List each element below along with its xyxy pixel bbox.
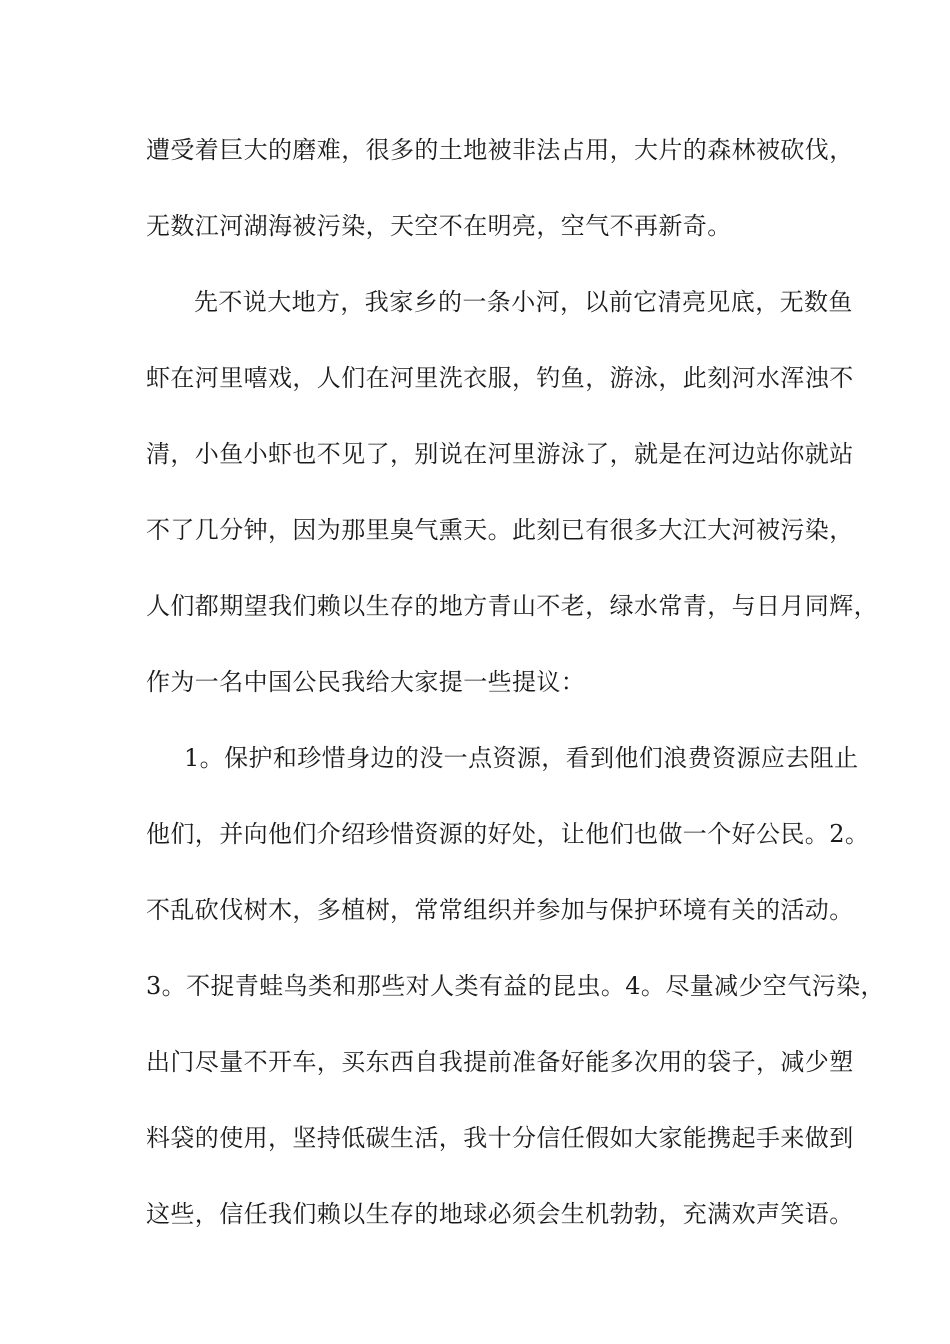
text-line: 作为一名中国公民我给大家提一些提议：: [146, 668, 586, 696]
text-line: 不乱砍伐树木，多植树，常常组织并参加与保护环境有关的活动。: [146, 896, 854, 924]
text-line: 出门尽量不开车，买东西自我提前准备好能多次用的袋子，减少塑: [146, 1048, 854, 1076]
text-line: 料袋的使用，坚持低碳生活，我十分信任假如大家能携起手来做到: [146, 1124, 854, 1152]
paragraph-start-line: 先不说大地方，我家乡的一条小河，以前它清亮见底，无数鱼: [194, 288, 853, 316]
text-line: 3。不捉青蛙鸟类和那些对人类有益的昆虫。4。尽量减少空气污染，: [146, 972, 885, 1000]
text-line: 虾在河里嘻戏，人们在河里洗衣服，钓鱼，游泳，此刻河水浑浊不: [146, 364, 854, 392]
text-line: 清，小鱼小虾也不见了，别说在河里游泳了，就是在河边站你就站: [146, 440, 854, 468]
paragraph-start-line: 1。保护和珍惜身边的没一点资源，看到他们浪费资源应去阻止: [184, 744, 859, 772]
text-line: 遭受着巨大的磨难，很多的土地被非法占用，大片的森林被砍伐，: [146, 136, 854, 164]
text-line: 他们，并向他们介绍珍惜资源的好处，让他们也做一个好公民。2。: [146, 820, 870, 848]
text-line: 这些，信任我们赖以生存的地球必须会生机勃勃，充满欢声笑语。: [146, 1200, 854, 1228]
text-line: 人们都期望我们赖以生存的地方青山不老，绿水常青，与日月同辉，: [146, 592, 878, 620]
text-line: 无数江河湖海被污染，天空不在明亮，空气不再新奇。: [146, 212, 732, 240]
text-line: 不了几分钟，因为那里臭气熏天。此刻已有很多大江大河被污染，: [146, 516, 854, 544]
